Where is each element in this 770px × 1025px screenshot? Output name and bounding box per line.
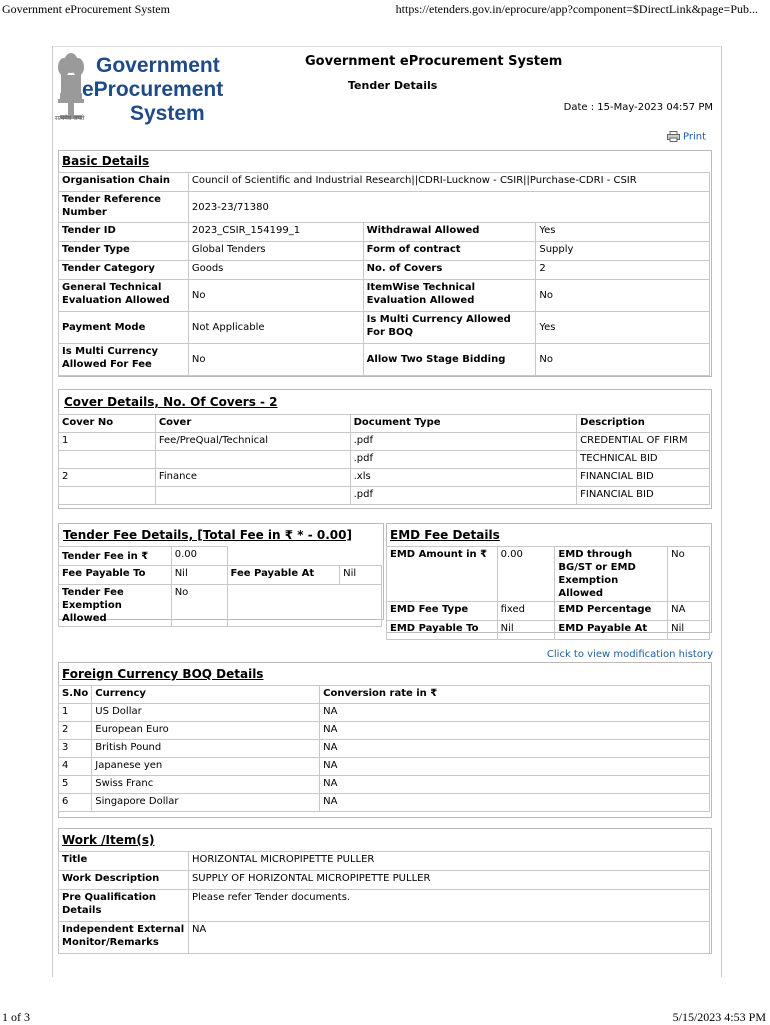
page-title: Tender Details — [348, 79, 438, 92]
work-value: SUPPLY OF HORIZONTAL MICROPIPETTE PULLER — [188, 871, 709, 890]
table-row — [59, 852, 710, 871]
table-row — [387, 621, 710, 640]
logo-line-1: Government — [96, 54, 220, 77]
table-row — [59, 776, 710, 794]
boq-currency: US Dollar — [92, 704, 320, 722]
basic-details-table — [58, 172, 710, 376]
tender-fee-label: Tender Fee in ₹ — [59, 547, 172, 566]
table-row — [59, 415, 710, 433]
basic-value: No — [536, 280, 710, 312]
cover-description: CREDENTIAL OF FIRM — [577, 433, 710, 451]
print-footer-datetime: 5/15/2023 4:53 PM — [672, 1010, 766, 1024]
basic-label: Tender Category — [59, 261, 189, 280]
table-row — [59, 740, 710, 758]
cover-name — [155, 451, 350, 469]
boq-sno: 6 — [59, 794, 92, 812]
boq-rate: NA — [320, 776, 710, 794]
basic-value: Not Applicable — [188, 312, 363, 344]
basic-label: Payment Mode — [59, 312, 189, 344]
work-label: Title — [59, 852, 189, 871]
table-row — [59, 686, 710, 704]
document-type: .pdf — [350, 487, 577, 505]
table-row — [59, 469, 710, 487]
tender-fee-table — [58, 546, 382, 627]
boq-rate: NA — [320, 704, 710, 722]
boq-rate: NA — [320, 722, 710, 740]
basic-value: 2 — [536, 261, 710, 280]
table-row — [59, 722, 710, 740]
emd-bgst-label: EMD through BG/ST or EMD Exemption Allowed — [555, 547, 668, 602]
column-header: Currency — [92, 686, 320, 704]
boq-rate: NA — [320, 794, 710, 812]
cover-name — [155, 487, 350, 505]
cover-description: TECHNICAL BID — [577, 451, 710, 469]
tender-ref-value: 2023-23/71380 — [188, 192, 709, 223]
emd-type-value: fixed — [497, 602, 555, 621]
table-row — [59, 871, 710, 890]
cover-details-table — [58, 414, 710, 505]
boq-currency: European Euro — [92, 722, 320, 740]
org-chain-value: Council of Scientific and Industrial Research||CDRI-Lucknow - CSIR||Purchase-CDRI - CSIR — [188, 173, 709, 192]
basic-value: No — [536, 344, 710, 376]
emd-table — [386, 546, 710, 640]
basic-label: General Technical Evaluation Allowed — [59, 280, 189, 312]
modification-history-link[interactable]: Click to view modification history — [546, 649, 713, 660]
basic-label: Withdrawal Allowed — [363, 223, 536, 242]
table-row — [59, 922, 710, 954]
boq-sno: 2 — [59, 722, 92, 740]
work-label: Independent External Monitor/Remarks — [59, 922, 189, 954]
boq-sno: 1 — [59, 704, 92, 722]
basic-value: No — [188, 344, 363, 376]
table-row — [59, 312, 710, 344]
column-header: Document Type — [350, 415, 577, 433]
basic-label: ItemWise Technical Evaluation Allowed — [363, 280, 536, 312]
work-items-title: Work /Item(s) — [62, 833, 155, 847]
boq-sno: 3 — [59, 740, 92, 758]
printer-icon — [667, 131, 680, 142]
basic-value: Yes — [536, 312, 710, 344]
emd-payable-at-label: EMD Payable At — [555, 621, 668, 640]
print-label[interactable]: Print — [682, 131, 706, 143]
fee-exemption-value: No — [171, 585, 227, 627]
table-row — [59, 451, 710, 469]
column-header: Cover — [155, 415, 350, 433]
basic-details-title: Basic Details — [62, 154, 150, 168]
basic-label: Tender ID — [59, 223, 189, 242]
basic-label: Allow Two Stage Bidding — [363, 344, 536, 376]
tender-fee-title: Tender Fee Details, [Total Fee in ₹ * - 0.00] — [63, 528, 352, 542]
cover-description: FINANCIAL BID — [577, 469, 710, 487]
basic-value: Yes — [536, 223, 710, 242]
table-row — [59, 487, 710, 505]
basic-label: Tender Type — [59, 242, 189, 261]
table-row — [387, 547, 710, 602]
table-row — [59, 280, 710, 312]
cover-name: Fee/PreQual/Technical — [155, 433, 350, 451]
logo-motto: सत्यमेव जयते — [55, 115, 85, 122]
column-header: Conversion rate in ₹ — [320, 686, 710, 704]
fee-payable-to-label: Fee Payable To — [59, 566, 172, 585]
table-row — [59, 192, 710, 223]
emd-percentage-label: EMD Percentage — [555, 602, 668, 621]
boq-rate: NA — [320, 740, 710, 758]
table-row — [59, 758, 710, 776]
table-row — [59, 704, 710, 722]
work-label: Work Description — [59, 871, 189, 890]
boq-title: Foreign Currency BOQ Details — [62, 667, 264, 681]
document-type: .pdf — [350, 451, 577, 469]
emd-percentage-value: NA — [668, 602, 710, 621]
date-stamp: Date : 15-May-2023 04:57 PM — [563, 102, 713, 113]
fee-exemption-label: Tender Fee Exemption Allowed — [59, 585, 172, 627]
table-row — [59, 223, 710, 242]
emd-type-label: EMD Fee Type — [387, 602, 498, 621]
table-row — [59, 433, 710, 451]
column-header: Description — [577, 415, 710, 433]
boq-currency: British Pound — [92, 740, 320, 758]
table-row — [59, 547, 382, 566]
basic-label: No. of Covers — [363, 261, 536, 280]
basic-label: Form of contract — [363, 242, 536, 261]
cover-no — [59, 451, 156, 469]
boq-currency: Japanese yen — [92, 758, 320, 776]
print-link[interactable] — [667, 131, 706, 143]
work-value: HORIZONTAL MICROPIPETTE PULLER — [188, 852, 709, 871]
cover-no: 1 — [59, 433, 156, 451]
emd-payable-to-value: Nil — [497, 621, 555, 640]
document-type: .xls — [350, 469, 577, 487]
fee-payable-at-label: Fee Payable At — [227, 566, 340, 585]
boq-sno: 4 — [59, 758, 92, 776]
work-label: Pre Qualification Details — [59, 890, 189, 922]
emd-payable-to-label: EMD Payable To — [387, 621, 498, 640]
work-value: Please refer Tender documents. — [188, 890, 709, 922]
site-title: Government eProcurement System — [305, 54, 563, 69]
basic-value: Goods — [188, 261, 363, 280]
cover-no — [59, 487, 156, 505]
emd-amount-value: 0.00 — [497, 547, 555, 602]
table-row — [59, 585, 382, 627]
table-row — [59, 566, 382, 585]
emd-payable-at-value: Nil — [668, 621, 710, 640]
table-row — [59, 890, 710, 922]
print-header-url: https://etenders.gov.in/eprocure/app?component=$DirectLink&page=Pub... — [395, 2, 758, 16]
print-footer-page: 1 of 3 — [2, 1010, 30, 1024]
boq-table — [58, 685, 710, 812]
tender-fee-value: 0.00 — [171, 547, 227, 566]
logo-line-3: System — [130, 102, 205, 125]
table-row — [59, 794, 710, 812]
column-header: Cover No — [59, 415, 156, 433]
org-chain-label: Organisation Chain — [59, 173, 189, 192]
column-header: S.No — [59, 686, 92, 704]
table-row — [59, 344, 710, 376]
basic-label: Is Multi Currency Allowed For BOQ — [363, 312, 536, 344]
table-row — [59, 261, 710, 280]
basic-value: Supply — [536, 242, 710, 261]
logo-line-2: eProcurement — [82, 78, 224, 101]
boq-rate: NA — [320, 758, 710, 776]
emd-amount-label: EMD Amount in ₹ — [387, 547, 498, 602]
basic-label: Is Multi Currency Allowed For Fee — [59, 344, 189, 376]
fee-payable-to-value: Nil — [171, 566, 227, 585]
emd-bgst-value: No — [668, 547, 710, 602]
work-value: NA — [188, 922, 709, 954]
table-row — [59, 173, 710, 192]
boq-sno: 5 — [59, 776, 92, 794]
table-row — [59, 242, 710, 261]
boq-currency: Swiss Franc — [92, 776, 320, 794]
basic-value: 2023_CSIR_154199_1 — [188, 223, 363, 242]
print-header-title: Government eProcurement System — [2, 2, 170, 16]
tender-ref-label: Tender Reference Number — [59, 192, 189, 223]
work-items-table — [58, 851, 710, 954]
logo-wordmark — [82, 54, 223, 126]
basic-value: Global Tenders — [188, 242, 363, 261]
fee-payable-at-value: Nil — [340, 566, 382, 585]
cover-no: 2 — [59, 469, 156, 487]
boq-currency: Singapore Dollar — [92, 794, 320, 812]
emd-title: EMD Fee Details — [390, 528, 500, 542]
cover-description: FINANCIAL BID — [577, 487, 710, 505]
table-row — [387, 602, 710, 621]
basic-value: No — [188, 280, 363, 312]
document-type: .pdf — [350, 433, 577, 451]
cover-details-title: Cover Details, No. Of Covers - 2 — [64, 395, 278, 409]
cover-name: Finance — [155, 469, 350, 487]
